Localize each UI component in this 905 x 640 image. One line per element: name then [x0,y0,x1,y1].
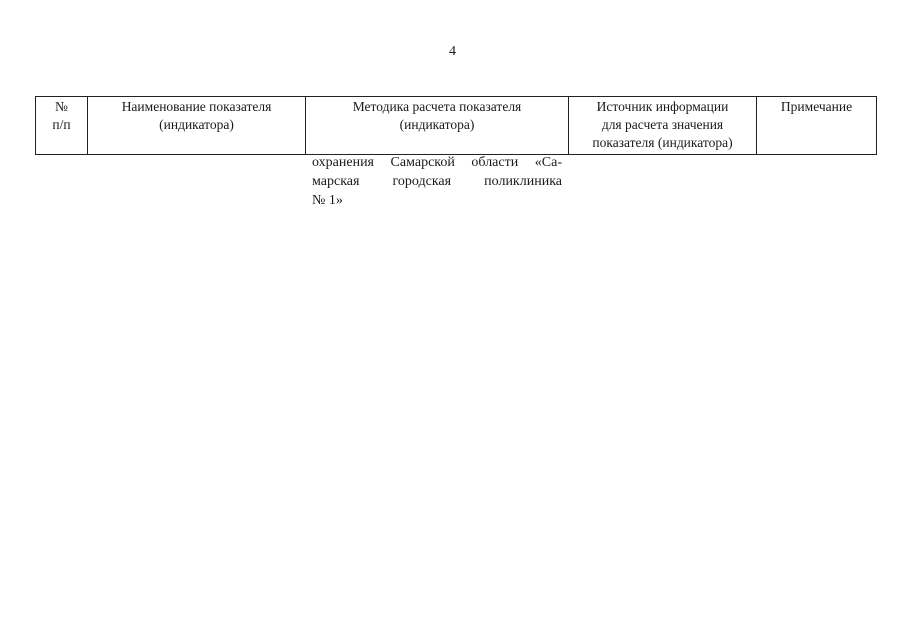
header-method-line1: Методика расчета показателя [352,99,522,114]
header-cell-number [36,97,88,155]
header-number-line1: № [55,99,68,114]
header-note-line1: Примечание [780,99,853,114]
method-continuation-text [312,153,562,210]
header-source-line3: показателя (индикатора) [592,135,733,150]
header-cell-indicator-name [88,97,306,155]
continuation-line-2: марская городская поликлиника [312,174,562,189]
header-cell-calculation-method [306,97,569,155]
table-header-row [36,97,877,155]
header-cell-note [757,97,877,155]
indicator-table-header [35,96,877,155]
continuation-line-1: охранения Самарской области «Са- [312,155,562,170]
continuation-line-3: № 1» [312,193,343,208]
header-source-line2: для расчета значения [601,117,724,132]
header-number-line2: п/п [52,117,71,132]
header-method-line2: (индикатора) [399,117,475,132]
page-number: 4 [449,44,456,59]
header-name-line2: (индикатора) [159,117,234,132]
header-cell-information-source [569,97,757,155]
header-source-line1: Источник информации [596,99,729,114]
header-name-line1: Наименование показателя [121,99,272,114]
